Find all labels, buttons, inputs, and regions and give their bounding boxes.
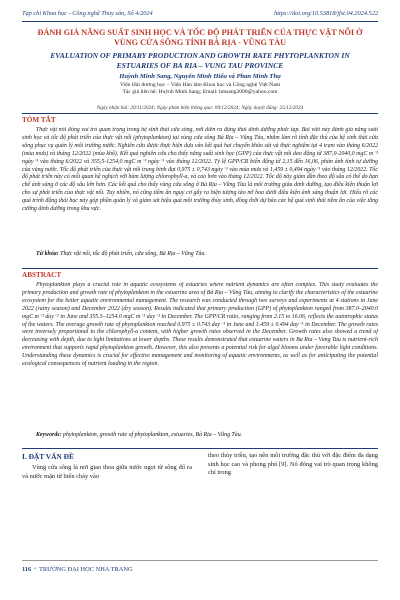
section-divider — [22, 448, 378, 449]
affiliation-institute: Viện Hải dương học – Viện Hàn lâm Khoa học và Công nghệ Việt Nam — [119, 82, 281, 88]
corresponding-author: Tác giả liên hệ: Huỳnh Minh Sang; Email: hmsang2000@yahoo.com — [122, 89, 278, 95]
header-divider — [22, 21, 378, 22]
keywords-vi-text: Thực vật nổi, tốc độ phát triển, cửa sông, Bà Rịa – Vũng Tàu. — [60, 251, 206, 257]
intro-left-column: Vùng cửa sông là nơi giao thoa giữa nước ngọt từ sông đổ ra và nước mặn từ biển chảy vào — [22, 464, 192, 480]
doi-link[interactable]: https://doi.org/10.53818/jfst.04.2024.522 — [274, 10, 378, 17]
keywords-en-label: Keywords: — [36, 432, 62, 438]
footer-separator: • — [34, 567, 36, 572]
keywords-en-text: phytoplankton, growth rate of phytoplankton, estuaries, Bà Rịa – Vũng Tàu. — [63, 432, 243, 438]
authors: Huỳnh Minh Sang, Nguyễn Minh Hiếu và Phan Minh Thụ — [119, 73, 281, 80]
keywords-english — [22, 432, 378, 440]
submission-dates: Ngày nhận bài: 20/11/2024; Ngày phản biện thông qua: 09/12/2024; Ngày duyệt đăng: 25/12/2024 — [96, 105, 304, 111]
page-footer — [22, 566, 133, 573]
tomtat-text: Thực vật nổi đóng vai trò quan trọng trong hệ sinh thái cửa sông, nơi diễn ra động thái dinh dưỡng phức tạp. Bài viết này đánh giá năng suất sinh học và tốc độ phát triển của thực vật nổi (phytoplankton) tại vùng cửa sông Bà Rịa – Vũng Tàu, nhằm làm rõ tính đặc thù của hệ sinh thái cửa sông phục vụ quản lý môi trường nước. Nghiên cứu được thực hiện dựa vào kết quả hai chuyến khảo sát và thực nghiệm tại 4 trạm vào tháng 6/2022 (mùa mưa) và tháng 12/2022 (mùa khô). Kết quả nghiên cứu cho thấy năng suất sinh học (GPP) của thực vật nổi dao động từ 387,0-2040,0 mgC m⁻³ ngày⁻¹ vào tháng 6/2022 và 355,5-1254,0 mgC m⁻³ ngày⁻¹ vào tháng 12/2022. Tỷ lệ GPP/CR biến động từ 2,15 đến 16,06, phản ánh tính tự dưỡng của vùng nước. Tốc độ phát triển của thực vật nổi trung bình đạt 0,975 ± 0,743 ngày⁻¹ vào mùa mưa và 1,459 ± 0,494 ngày⁻¹ vào tháng 12/2022. Tốc độ phát triển này có mối quan hệ nghịch với hàm lượng chlorophyll-a, và cao hơn vào tháng 12/2022. Tốc độ này giảm dần theo độ sâu có thể do hạn chế ánh sáng ở các độ sâu lớn hơn. Các kết quả cho thấy vùng cửa sông ở Bà Rịa – Vũng Tàu là môi trường giàu dinh dưỡng, tạo điều kiện thuận lợi cho sự phát triển của thực vật nổi. Tuy nhiên, nó cũng tiềm ẩn nguy cơ gây ra hiện tượng tảo nở hoa dưới điều kiện ánh sáng thuận lợi. Hiểu rõ các quá trình động thái học này góp phần quản lý và giám sát hiệu quả môi trường thủy sinh, đồng thời dự báo các hệ quả sinh thái tiềm ẩn của việc tăng cường dinh dưỡng trong khu vực. — [22, 127, 378, 213]
keywords-vietnamese — [22, 251, 378, 259]
journal-name: Tạp chí Khoa học - Công nghệ Thủy sản, Số 4/2024 — [22, 10, 153, 17]
footer-divider — [22, 560, 378, 561]
page-number: 116 — [22, 566, 32, 573]
university-name: TRƯỜNG ĐẠI HỌC NHA TRANG — [39, 566, 133, 573]
intro-heading: I. ĐẶT VẤN ĐỀ — [22, 452, 74, 461]
keywords-vi-label: Từ khóa: — [36, 251, 59, 257]
tomtat-heading: TÓM TẮT — [22, 116, 56, 124]
intro-right-column: theo thủy triều, tạo nên môi trường đặc thù với đặc điểm đa dạng sinh học cao và phong phú [9]. Nó đóng vai trò quan trọng không chỉ trong — [208, 452, 378, 477]
section-divider — [22, 113, 378, 114]
title-vietnamese: ĐÁNH GIÁ NĂNG SUẤT SINH HỌC VÀ TỐC ĐỘ PHÁT TRIỂN CỦA THỰC VẬT NỔI Ở VÙNG CỬA SÔNG TỈNH BÀ RỊA - VŨNG TÀU — [37, 28, 363, 47]
section-divider — [22, 268, 378, 269]
abstract-text: Phytoplankton plays a crucial role in aquatic ecosystems of estuaries where nutrient dynamics are often complex. This study evaluates the primary production and growth rate of phytoplankton in the estuarine area of Bà Rịa – Vũng Tàu, aiming to clarify the characteristics of the estuarine ecosystem for the better aquatic environmental management. The research was conducted through two surveys and experiments at 4 stations in June 2022 (rainy season) and December 2022 (dry season). Results indicated that primary production (GPP) of phytoplankton ranged from 387.0–2040.0 mgC m⁻³ day⁻¹ in June and 355.5–1254.0 mgC m⁻³ day⁻¹ in December. The GPP/CR ratio, ranging from 2.15 to 16.06, reflects the autotrophic status of the waters. The average growth rate of phytoplankton reached 0.975 ± 0.743 day⁻¹ in June and 1.459 ± 0.494 day⁻¹ in December. The growth rates were inversely proportional to the chlorophyll-a content, with higher growth rates observed in the December. Growth rates also showed a trend of decreasing with depth, due to light limitations at lower depths. These results demonstrated that estuarine waters in Ba Ria – Vung Tau is nutrient-rich environment that supports rapid phytoplankton growth. However, this also presents a potential risk for algal blooms under favorable light conditions. Understanding these dynamics is crucial for effective management and monitoring of aquatic environments, as well as for anticipating the potential ecological consequences of nutrient loading in the region. — [22, 282, 378, 368]
title-english: EVALUATION OF PRIMARY PRODUCTION AND GROWTH RATE PHYTOPLANKTON IN ESTUARIES OF BA RIA – VUNG TAU PROVINCE — [50, 51, 350, 70]
abstract-heading: ABSTRACT — [22, 271, 62, 279]
